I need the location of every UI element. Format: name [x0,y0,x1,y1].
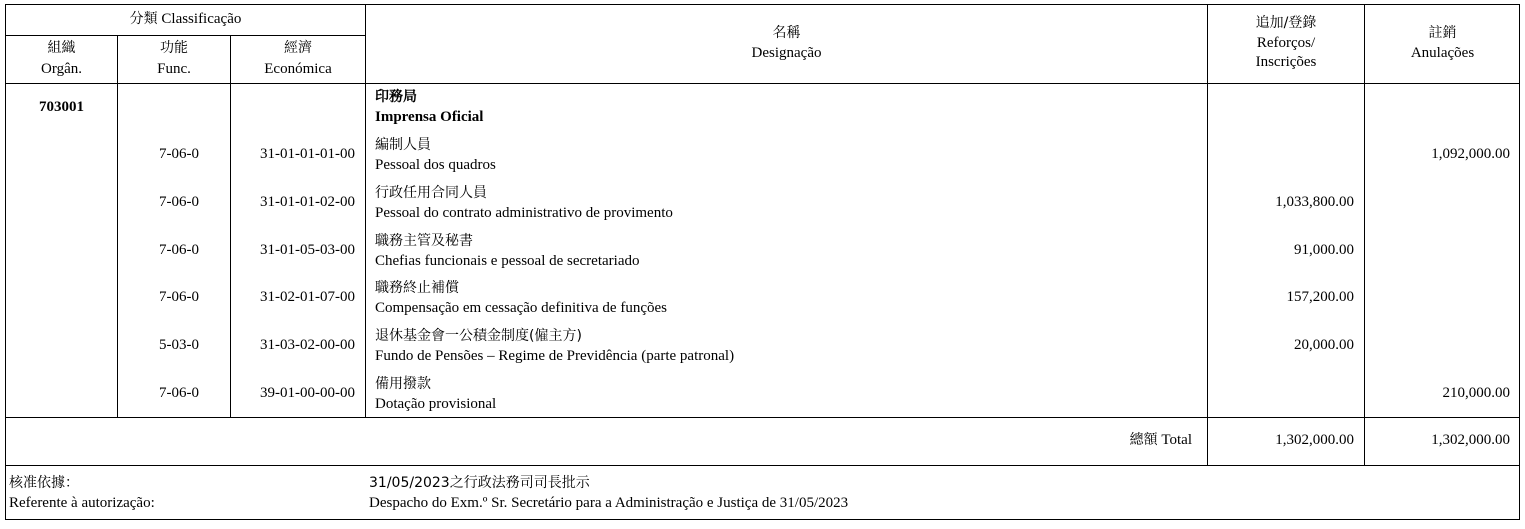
row-name-pt: Compensação em cessação definitiva de funções [375,300,667,316]
row-reforcos: 1,033,800.00 [1275,194,1354,210]
row-name-pt: Pessoal dos quadros [375,157,496,173]
row-econ: 39-01-00-00-00 [260,385,355,401]
row-name-pt: Pessoal do contrato administrativo de provimento [375,205,673,221]
header-func-zh: 功能 [160,40,188,56]
row-name-zh: 退休基金會一公積金制度(僱主方) [375,328,582,344]
header-organ-zh: 組織 [47,40,76,56]
row-name-zh: 行政任用合同人員 [375,185,487,201]
row-func: 7-06-0 [159,289,199,305]
header-anulacoes-pt: Anulações [1410,45,1475,61]
row-name-pt: Dotação provisional [375,396,497,412]
row-name-zh: 職務主管及秘書 [375,233,473,249]
row-func: 7-06-0 [159,385,199,401]
col-divider [117,36,118,417]
row-reforcos: 157,200.00 [1286,289,1354,305]
row-anulacoes: 1,092,000.00 [1431,146,1510,162]
row-name-pt: Chefias funcionais e pessoal de secretariado [375,253,640,269]
row-func: 7-06-0 [159,194,199,210]
row-name-pt: Fundo de Pensões – Regime de Previdência (parte patronal) [375,348,735,364]
row-reforcos: 91,000.00 [1294,242,1354,258]
row-reforcos: 20,000.00 [1294,337,1354,353]
row-name-zh: 備用撥款 [375,376,431,392]
header-reforcos-pt1: Reforços/ [1256,35,1316,51]
row-divider [5,83,1520,84]
row-econ: 31-01-01-01-00 [260,146,355,162]
authorization-label-zh: 核准依據： [9,475,79,491]
organ-name-zh: 印務局 [375,89,417,105]
authorization-label-pt: Referente à autorização: [9,495,155,511]
authorization-value-zh: 31/05/2023之行政法務司司長批示 [369,475,590,491]
header-func-pt: Func. [157,61,191,77]
row-econ: 31-01-01-02-00 [260,194,355,210]
row-name-zh: 職務終止補償 [375,280,459,296]
header-designation-zh: 名稱 [772,25,801,41]
organ-name-pt: Imprensa Oficial [375,109,484,125]
row-econ: 31-01-05-03-00 [260,242,355,258]
row-econ: 31-03-02-00-00 [260,337,355,353]
header-classification: 分類 Classificação [129,11,242,27]
col-divider [365,4,366,417]
row-func: 7-06-0 [159,242,199,258]
row-divider [5,465,1520,466]
row-anulacoes: 210,000.00 [1442,385,1510,401]
header-reforcos-pt2: Inscrições [1255,54,1317,70]
header-econ-zh: 經濟 [284,40,312,56]
header-designation-pt: Designação [751,45,822,61]
col-divider [1207,4,1208,465]
header-anulacoes-zh: 註銷 [1428,25,1457,41]
row-divider [5,35,366,36]
row-divider [5,417,1520,418]
col-divider [230,36,231,417]
row-func: 5-03-0 [159,337,199,353]
row-name-zh: 編制人員 [375,137,431,153]
row-func: 7-06-0 [159,146,199,162]
header-econ-pt: Económica [264,61,332,77]
header-organ-pt: Orgân. [41,61,82,77]
row-econ: 31-02-01-07-00 [260,289,355,305]
header-reforcos-zh: 追加/登錄 [1255,15,1317,31]
organ-code: 703001 [39,99,84,115]
total-label: 總額 Total [1129,432,1192,448]
total-reforcos: 1,302,000.00 [1275,432,1354,448]
total-anulacoes: 1,302,000.00 [1431,432,1510,448]
authorization-value-pt: Despacho do Exm.º Sr. Secretário para a Administração e Justiça de 31/05/2023 [369,495,849,511]
